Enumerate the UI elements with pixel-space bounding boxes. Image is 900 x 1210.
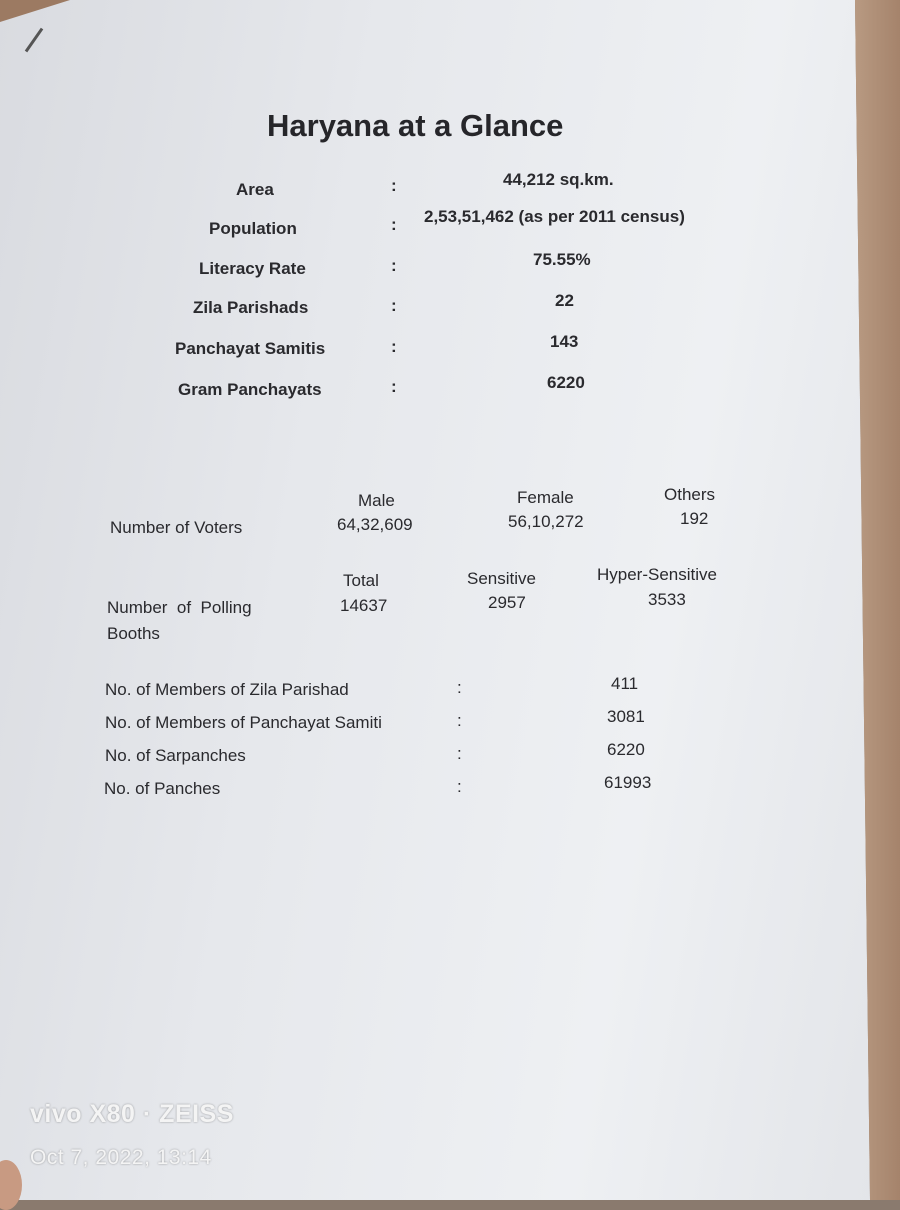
members-value-panches: 61993 bbox=[604, 773, 652, 792]
summary-label-zila: Zila Parishads bbox=[193, 298, 309, 317]
summary-colon: : bbox=[391, 176, 397, 195]
voters-value-female: 56,10,272 bbox=[508, 512, 584, 531]
voters-label: Number of Voters bbox=[110, 518, 243, 537]
members-label-zila: No. of Members of Zila Parishad bbox=[105, 680, 349, 699]
members-colon: : bbox=[457, 678, 462, 697]
summary-colon: : bbox=[391, 377, 397, 396]
members-colon: : bbox=[457, 777, 462, 796]
voters-value-male: 64,32,609 bbox=[337, 515, 413, 534]
summary-colon: : bbox=[391, 256, 397, 275]
summary-label-literacy: Literacy Rate bbox=[199, 259, 306, 278]
summary-colon: : bbox=[391, 296, 397, 315]
polling-value-total: 14637 bbox=[340, 596, 388, 615]
summary-colon: : bbox=[391, 215, 397, 234]
background-corner bbox=[0, 0, 70, 22]
camera-watermark-device: vivo X80 · ZEISS bbox=[30, 1100, 234, 1128]
summary-label-samitis: Panchayat Samitis bbox=[175, 339, 326, 358]
summary-colon: : bbox=[391, 337, 397, 356]
voters-value-others: 192 bbox=[680, 509, 709, 528]
polling-header-hyper: Hyper-Sensitive bbox=[597, 565, 717, 584]
members-value-sarpanches: 6220 bbox=[607, 740, 645, 759]
summary-value-samitis: 143 bbox=[550, 332, 579, 351]
members-label-samiti: No. of Members of Panchayat Samiti bbox=[105, 713, 382, 732]
summary-label-population: Population bbox=[209, 219, 297, 238]
members-colon: : bbox=[457, 711, 462, 730]
polling-value-sensitive: 2957 bbox=[488, 593, 526, 612]
summary-value-area: 44,212 sq.km. bbox=[503, 170, 614, 189]
voters-header-male: Male bbox=[358, 491, 395, 510]
members-value-zila: 411 bbox=[611, 674, 639, 693]
polling-label-line1: Number of Polling bbox=[107, 598, 252, 617]
summary-value-zila: 22 bbox=[555, 291, 574, 310]
page-title: Haryana at a Glance bbox=[267, 108, 564, 143]
camera-watermark-timestamp: Oct 7, 2022, 13:14 bbox=[30, 1146, 212, 1169]
members-colon: : bbox=[457, 744, 462, 763]
summary-value-population: 2,53,51,462 (as per 2011 census) bbox=[424, 207, 685, 226]
members-label-panches: No. of Panches bbox=[104, 779, 221, 798]
summary-label-gram: Gram Panchayats bbox=[178, 380, 322, 399]
summary-value-literacy: 75.55% bbox=[533, 250, 591, 269]
polling-header-total: Total bbox=[343, 571, 379, 590]
voters-header-others: Others bbox=[664, 485, 716, 504]
summary-value-gram: 6220 bbox=[547, 373, 585, 392]
members-value-samiti: 3081 bbox=[607, 707, 645, 726]
polling-header-sensitive: Sensitive bbox=[467, 569, 536, 588]
members-label-sarpanches: No. of Sarpanches bbox=[105, 746, 246, 765]
polling-label-line2: Booths bbox=[107, 624, 160, 643]
polling-value-hyper: 3533 bbox=[648, 590, 686, 609]
summary-label-area: Area bbox=[236, 180, 274, 199]
voters-header-female: Female bbox=[517, 488, 574, 507]
